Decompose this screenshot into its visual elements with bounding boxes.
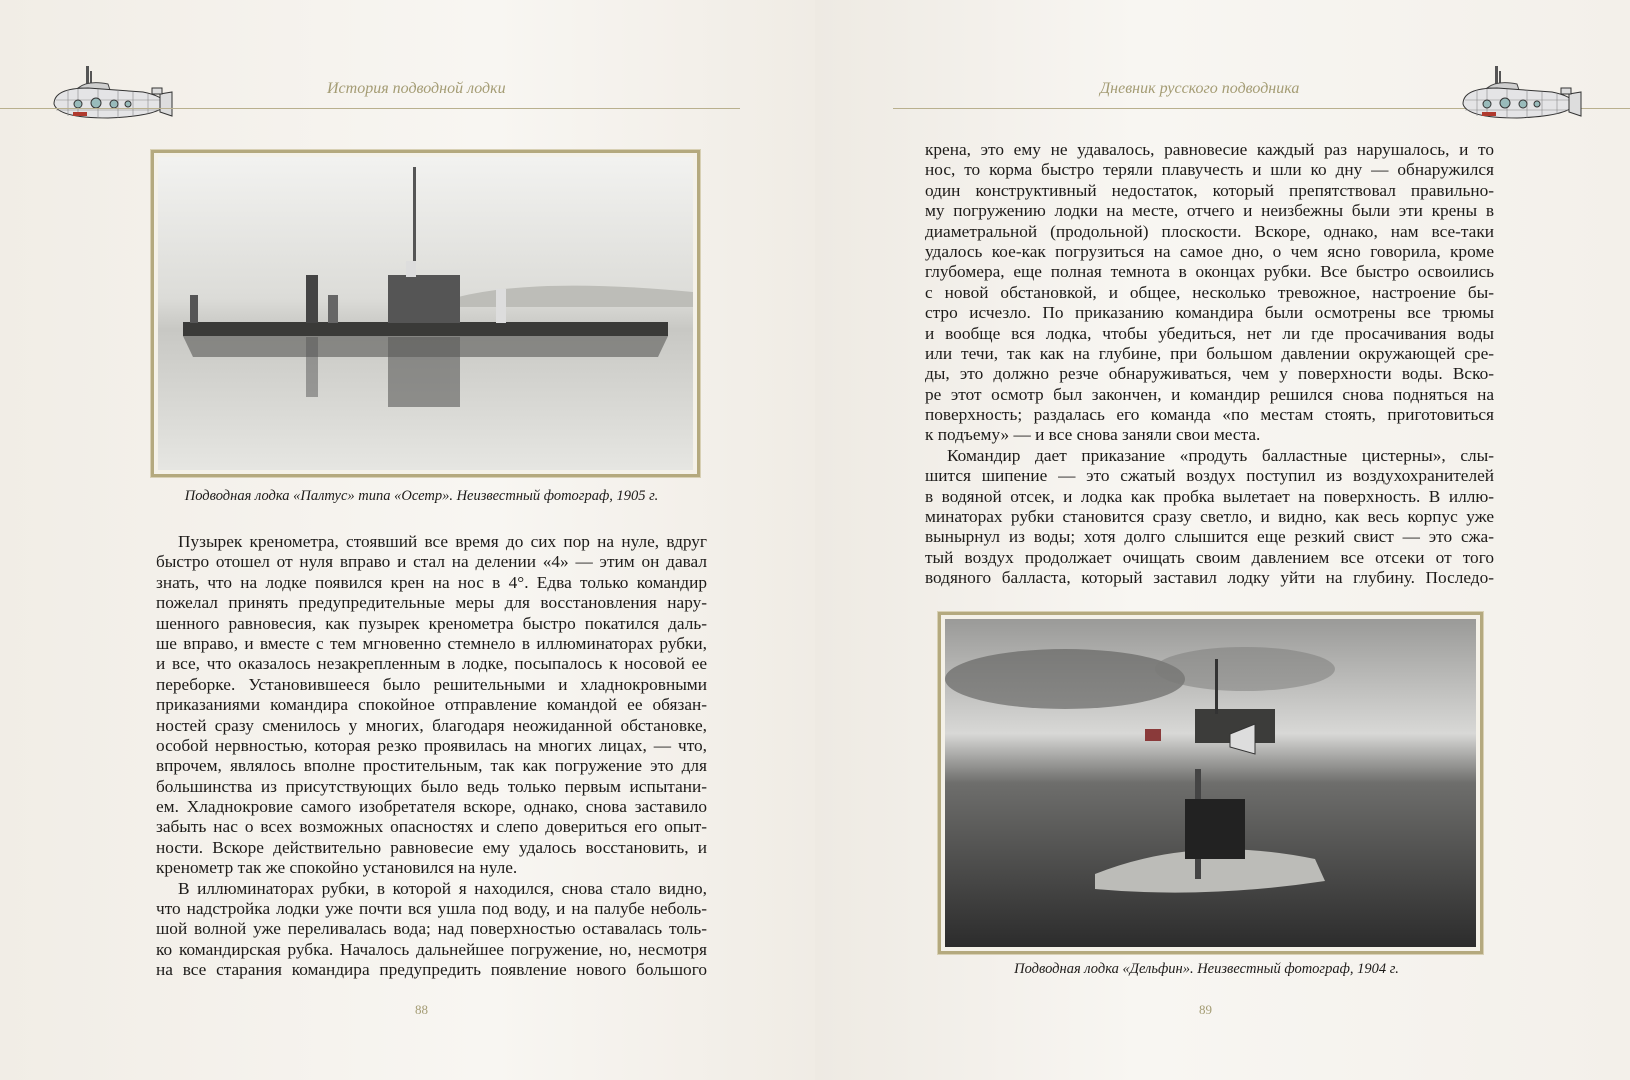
text-line: вынырнул из воды; хотя долго слышится еще резкий свист — это сжа- [925, 527, 1494, 547]
photo-frame [938, 612, 1483, 954]
text-line: удалось кое-как погрузиться на самое дно, о чем ясно говорила, кроме [925, 241, 1494, 261]
text-line: шится шипение — это сжатый воздух поступил из воздухохранителей [925, 466, 1494, 486]
text-line: быстро отошел от нуля вправо и стал на делении «4» — этим он давал [156, 552, 707, 572]
running-head: История подводной лодки [327, 80, 506, 97]
text-line: особой нервностью, которая резко проявилась на многих лицах, — что, [156, 735, 707, 755]
text-line: диаметральной (продольной) плоскости. Вскоре, однако, нам все-таки [925, 221, 1494, 241]
text-line: шой волной уже переливалась вода; над поверхностью оставалась толь- [156, 919, 707, 939]
text-line: на все старания командира предупредить появление нового большого [156, 960, 707, 980]
right-page [815, 0, 1630, 1080]
text-line: ды, это должно резче обнаруживаться, чем у поверхности воды. Вско- [925, 364, 1494, 384]
text-line: поверхность; раздалась его команда «по местам стоять, приготовиться [925, 405, 1494, 425]
text-line: знать, что на лодке появился крен на нос в 4°. Едва только командир [156, 572, 707, 592]
text-line: один конструктивный недостаток, который препятствовал правильно- [925, 180, 1494, 200]
photo-caption: Подводная лодка «Дельфин». Неизвестный фотограф, 1904 г. [1014, 961, 1399, 977]
body-text [156, 532, 707, 981]
text-line: тый воздух продолжает очищать своим давлением все отсеки от того [925, 547, 1494, 567]
text-line: нос, то корма быстро теряли плавучесть и шли ко дну — обнаружился [925, 160, 1494, 180]
text-line: пожелал принять предупредительные меры для восстановления нару- [156, 593, 707, 613]
text-line: приказаниями командира спокойное отправление командой ее обязан- [156, 695, 707, 715]
text-line: с новой обстановкой, и общее, несколько тревожное, настроение бы- [925, 282, 1494, 302]
page-number: 89 [1199, 1002, 1212, 1017]
text-line: переборке. Установившееся было решительными и хладнокровными [156, 674, 707, 694]
text-line: или течи, так как на глубине, при большом давлении окружающей сре- [925, 343, 1494, 363]
photo-frame [151, 150, 700, 477]
text-line: В иллюминаторах рубки, в которой я находился, снова стало видно, [178, 878, 707, 898]
text-line: забыть нас о всех возможных опасностях и слепо довериться его опыт- [156, 817, 707, 837]
text-line: ностей сразу сменилось у многих, благодаря неожиданной обстановке, [156, 715, 707, 735]
body-text [925, 140, 1494, 589]
text-line: Командир дает приказание «продуть балластные цистерны», слы- [947, 445, 1494, 465]
text-line: что надстройка лодки уже почти вся ушла под воду, и на палубе неболь- [156, 899, 707, 919]
text-line: водяного балласта, который заставил лодку уйти на глубину. Последо- [925, 568, 1494, 588]
text-line: му погружению лодки на месте, отчего и неизбежны были эти крены в [925, 201, 1494, 221]
text-line: ем. Хладнокровие самого изобретателя вскоре, однако, снова заставило [156, 797, 707, 817]
photo-caption: Подводная лодка «Палтус» типа «Осетр». Неизвестный фотограф, 1905 г. [184, 488, 659, 504]
text-line: большинства из присутствующих было ведь только первым испытани- [156, 776, 707, 796]
photo-paltus-submarine [158, 157, 693, 470]
text-line: кренометр так же спокойно установился на нуле. [156, 858, 518, 878]
text-line: минаторах рубки становится сразу светло, и видно, как весь корпус уже [925, 507, 1494, 527]
page-number: 88 [415, 1002, 428, 1017]
photo-delfin-submarine [945, 619, 1476, 947]
text-line: ности. Вскоре действительно равновесие ему удалось восстановить, и [156, 837, 707, 857]
text-line: крена, это ему не удавалось, равновесие каждый раз нарушалось, и то [925, 140, 1494, 159]
text-line: к подъему» — и все снова заняли свои места. [925, 425, 1261, 445]
submarine-illustration-icon [48, 66, 183, 121]
text-line: глубомера, еще полная темнота в оконцах рубки. Все быстро освоились [925, 262, 1494, 282]
submarine-illustration-icon [1457, 66, 1592, 121]
text-line: в водяной отсек, и лодка как пробка вылетает на поверхность. В иллю- [925, 486, 1494, 506]
text-line: и все, что оказалось незакрепленным в лодке, посыпалось к носовой ее [156, 654, 707, 674]
text-line: и вообще вся лодка, чтобы убедиться, нет ли где просачивания воды [925, 323, 1494, 343]
running-head: Дневник русского подводника [1100, 80, 1300, 97]
text-line: шенного равновесия, как пузырек кренометра быстро покатился даль- [156, 613, 707, 633]
text-line: впрочем, являлось вполне простительным, так как погружение это для [156, 756, 707, 776]
text-line: ко командирская рубка. Началось дальнейшее погружение, но, несмотря [156, 939, 707, 959]
header-rule [0, 108, 740, 109]
text-line: ре этот осмотр был закончен, и командир решился снова подняться на [925, 384, 1494, 404]
text-line: Пузырек кренометра, стоявший все время до сих пор на нуле, вдруг [178, 532, 707, 551]
text-line: стро исчезло. По приказанию командира были осмотрены все трюмы [925, 303, 1494, 323]
text-line: ше вправо, и вместе с тем мгновенно стемнело в иллюминаторах рубки, [156, 633, 707, 653]
